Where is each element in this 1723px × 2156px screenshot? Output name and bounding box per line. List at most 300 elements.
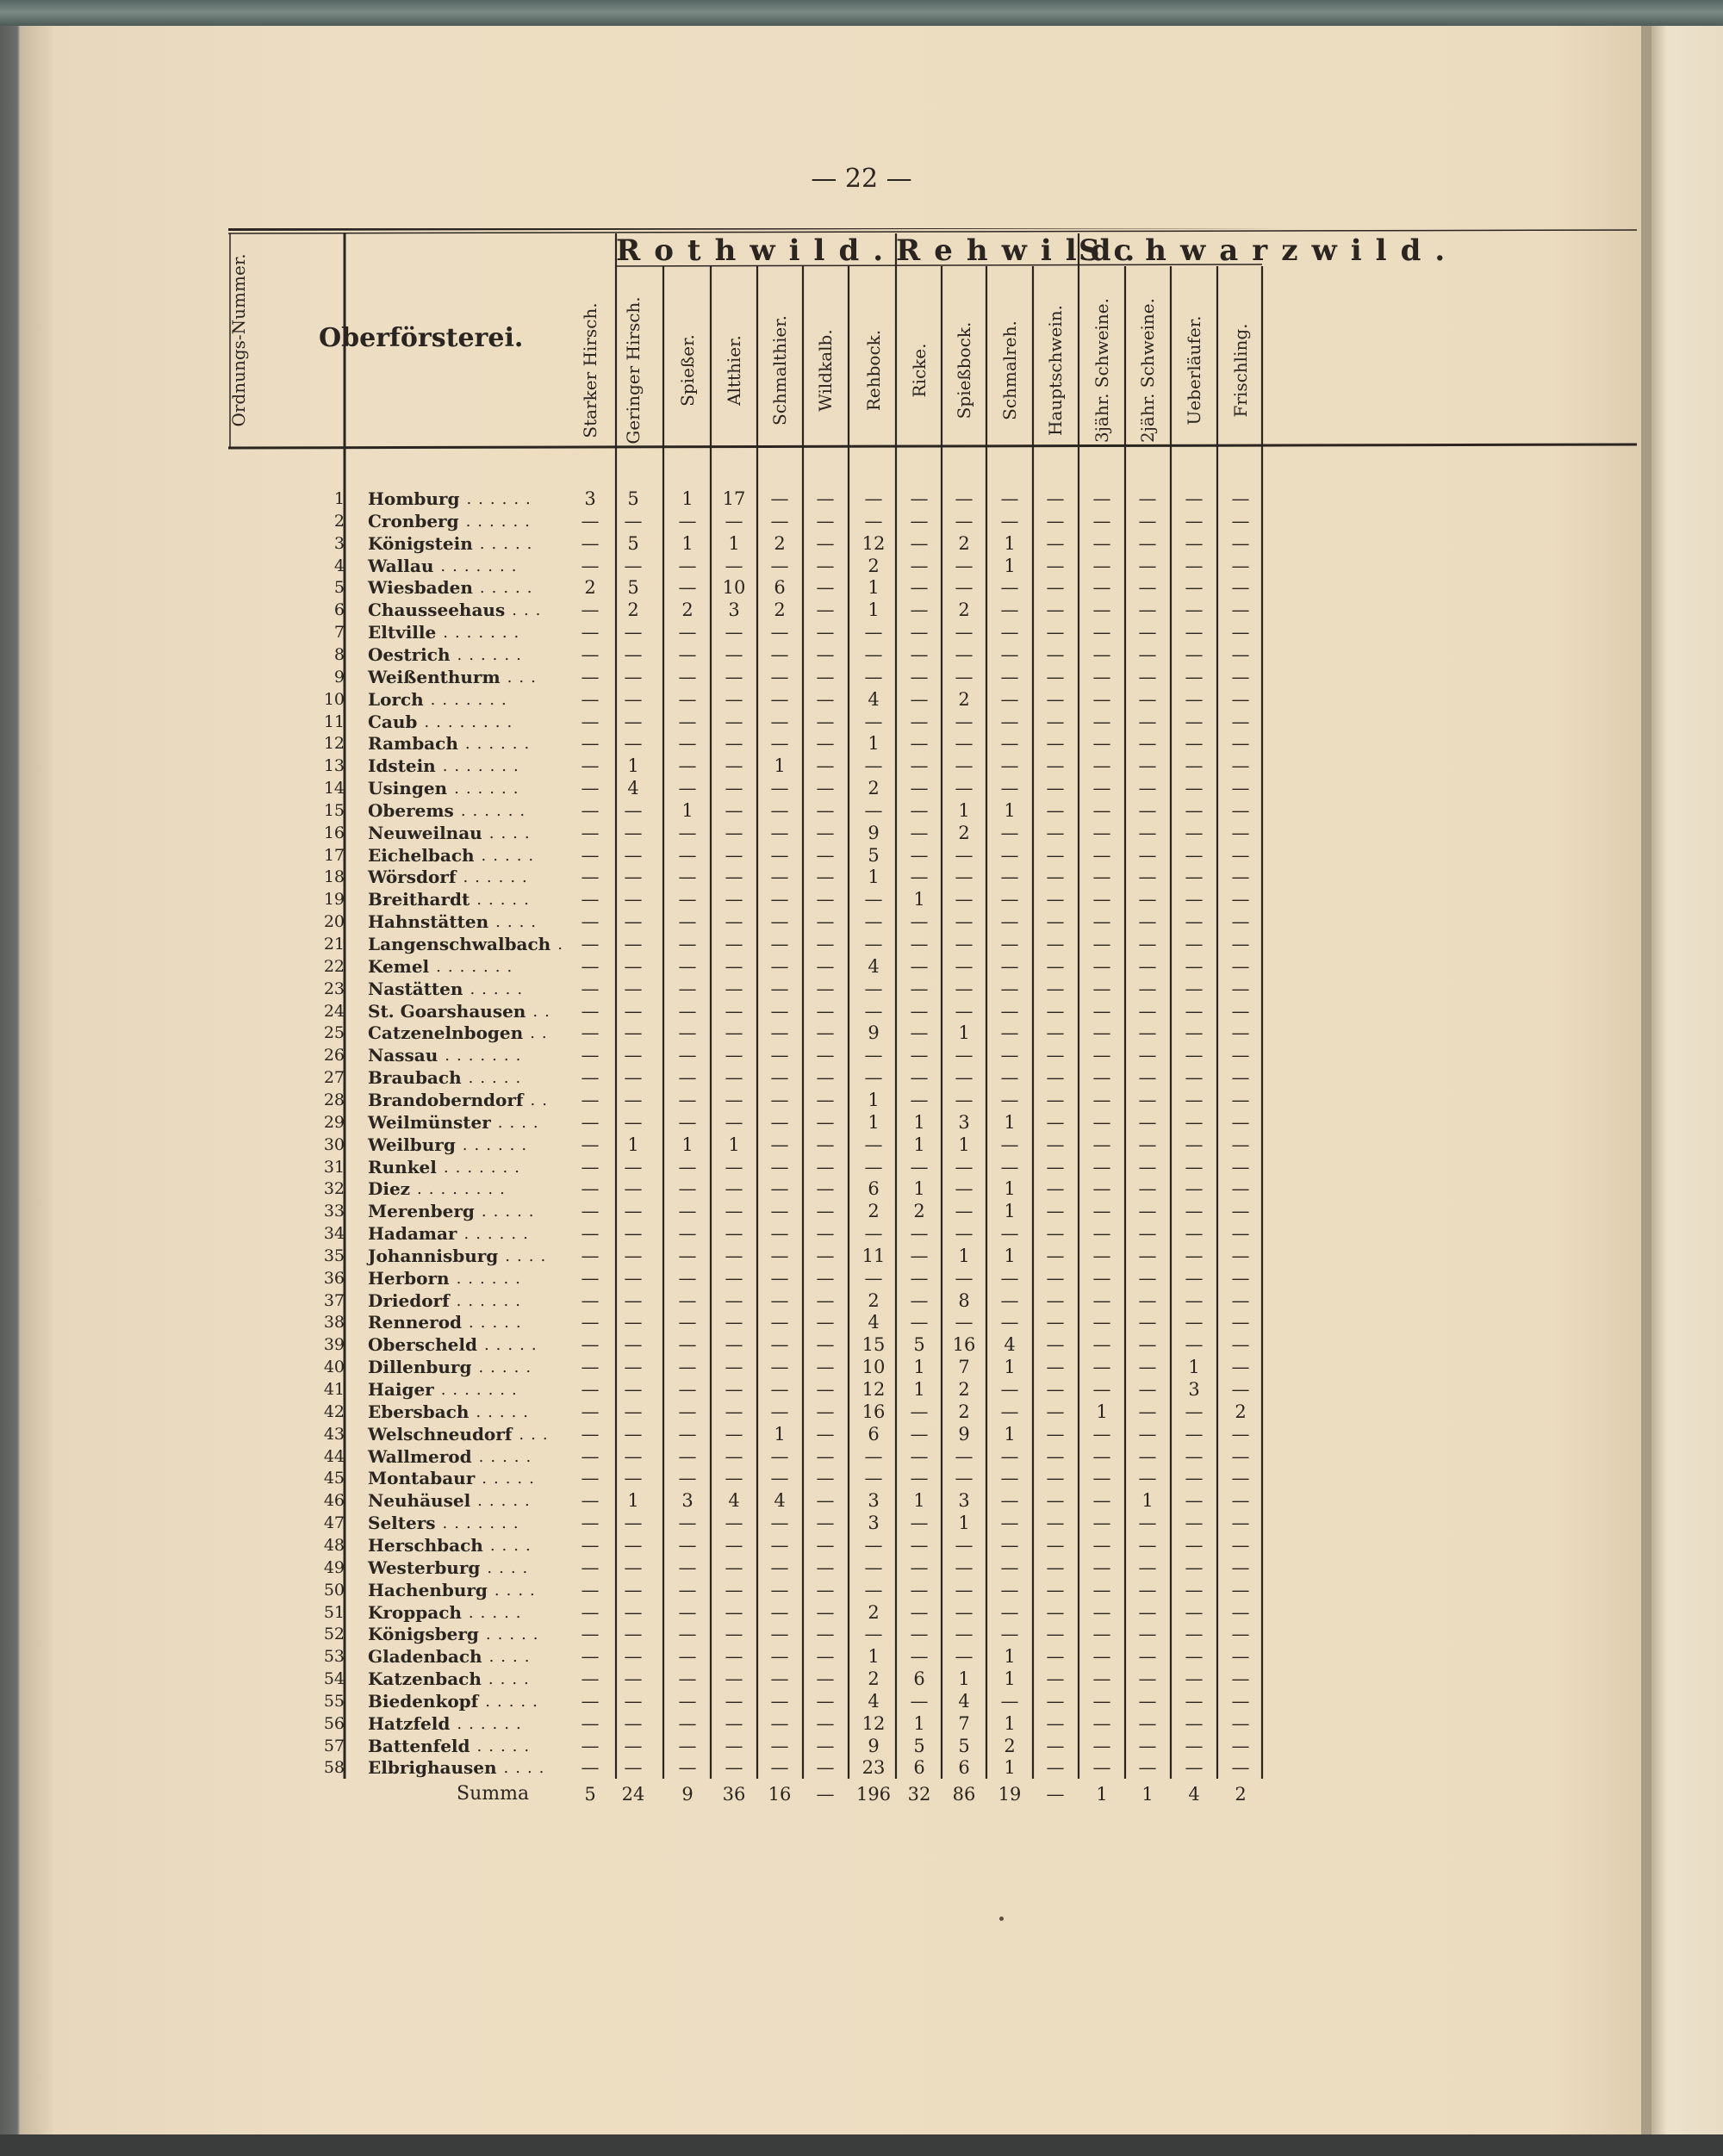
table-cell: — bbox=[725, 711, 743, 732]
table-cell: — bbox=[770, 911, 789, 933]
table-cell: — bbox=[1231, 1601, 1250, 1623]
table-cell: — bbox=[725, 1579, 743, 1600]
table-cell: — bbox=[1185, 1668, 1204, 1690]
table-cell: — bbox=[1000, 1267, 1019, 1289]
table-cell: — bbox=[1231, 1134, 1250, 1155]
table-cell: — bbox=[1231, 1556, 1250, 1578]
table-cell: — bbox=[678, 1579, 697, 1600]
table-cell: — bbox=[816, 1735, 835, 1756]
table-cell: — bbox=[725, 1178, 743, 1200]
table-cell: 4 bbox=[627, 778, 639, 799]
table-cell: — bbox=[816, 1690, 835, 1712]
table-cell: — bbox=[816, 1134, 835, 1155]
table-cell: — bbox=[678, 955, 697, 977]
table-cell: — bbox=[678, 1089, 697, 1110]
table-cell: — bbox=[1138, 1045, 1157, 1066]
table-cell: — bbox=[1046, 1556, 1065, 1578]
table-cell: — bbox=[1138, 488, 1157, 509]
table-cell: — bbox=[624, 1201, 643, 1222]
table-cell: 1 bbox=[681, 488, 694, 509]
table-cell: — bbox=[1138, 1646, 1157, 1668]
row-name: Chausseehaus bbox=[368, 600, 506, 621]
table-cell: — bbox=[678, 1534, 697, 1556]
table-cell: — bbox=[624, 889, 643, 910]
table-cell: — bbox=[1138, 755, 1157, 777]
leader-dots: ..... bbox=[478, 1447, 538, 1466]
table-cell: — bbox=[725, 1646, 743, 1668]
table-cell: — bbox=[1000, 1289, 1019, 1311]
table-cell: — bbox=[955, 555, 973, 576]
table-cell: — bbox=[816, 555, 835, 576]
leader-dots: ..... bbox=[481, 846, 541, 865]
table-cell: — bbox=[1231, 867, 1250, 888]
leader-dots: ...... bbox=[456, 1291, 528, 1310]
table-cell: — bbox=[678, 1712, 697, 1734]
leader-dots: ...... bbox=[465, 512, 537, 531]
table-cell: — bbox=[864, 488, 883, 509]
table-cell: — bbox=[581, 1267, 600, 1289]
table-cell: — bbox=[1231, 911, 1250, 933]
table-cell: — bbox=[910, 555, 929, 576]
row-name: Katzenbach bbox=[368, 1668, 482, 1690]
table-cell: — bbox=[910, 1646, 929, 1668]
table-cell: — bbox=[1092, 1445, 1111, 1467]
table-cell: — bbox=[816, 844, 835, 866]
table-cell: — bbox=[725, 1445, 743, 1467]
table-cell: — bbox=[1185, 622, 1204, 643]
table-cell: — bbox=[1000, 1534, 1019, 1556]
group-title-schwarzwild: Schwarzwild. bbox=[1079, 233, 1459, 268]
table-cell: — bbox=[770, 1111, 789, 1133]
table-cell: — bbox=[1138, 1111, 1157, 1133]
table-cell: — bbox=[1185, 711, 1204, 732]
table-cell: — bbox=[678, 822, 697, 843]
table-cell: — bbox=[1138, 1312, 1157, 1333]
col-header-rehbock: Rehbock. bbox=[863, 329, 884, 412]
table-cell: — bbox=[1046, 1357, 1065, 1378]
summa-cell: 4 bbox=[1188, 1784, 1200, 1805]
table-cell: 1 bbox=[774, 755, 786, 777]
table-cell: — bbox=[624, 978, 643, 999]
row-number: 20 bbox=[323, 912, 345, 932]
table-cell: — bbox=[816, 1045, 835, 1066]
table-cell: — bbox=[678, 1022, 697, 1044]
table-cell: — bbox=[1185, 755, 1204, 777]
table-cell: — bbox=[1185, 555, 1204, 576]
table-cell: — bbox=[816, 1579, 835, 1600]
table-cell: — bbox=[725, 1223, 743, 1245]
table-cell: — bbox=[725, 1089, 743, 1110]
table-cell: 1 bbox=[1004, 1178, 1016, 1200]
table-cell: 1 bbox=[1004, 1201, 1016, 1222]
table-cell: — bbox=[1000, 778, 1019, 799]
row-number: 18 bbox=[323, 867, 345, 887]
table-cell: — bbox=[581, 1401, 600, 1422]
table-cell: — bbox=[581, 1067, 600, 1089]
table-cell: 5 bbox=[868, 844, 880, 866]
table-cell: — bbox=[770, 1267, 789, 1289]
table-cell: — bbox=[581, 1134, 600, 1155]
leader-dots: ....... bbox=[442, 1514, 526, 1533]
table-cell: — bbox=[1092, 1178, 1111, 1200]
col-header-spiessbock: Spießbock. bbox=[954, 321, 974, 419]
table-cell: — bbox=[1185, 666, 1204, 687]
table-cell: — bbox=[1092, 1757, 1111, 1779]
row-name: Nassau bbox=[368, 1045, 439, 1066]
table-cell: — bbox=[816, 1223, 835, 1245]
table-cell: — bbox=[1092, 555, 1111, 576]
table-cell: — bbox=[581, 1000, 600, 1022]
table-cell: — bbox=[910, 911, 929, 933]
table-cell: — bbox=[678, 688, 697, 710]
table-cell: — bbox=[581, 1712, 600, 1734]
table-cell: — bbox=[1000, 955, 1019, 977]
table-cell: — bbox=[725, 955, 743, 977]
table-cell: — bbox=[816, 577, 835, 599]
table-cell: — bbox=[864, 978, 883, 999]
leader-dots: ..... bbox=[479, 579, 539, 598]
row-number: 34 bbox=[323, 1224, 345, 1244]
table-cell: — bbox=[1185, 733, 1204, 755]
table-cell: — bbox=[910, 844, 929, 866]
col-header-schmalthier: Schmalthier. bbox=[769, 315, 790, 426]
table-cell: — bbox=[1046, 1601, 1065, 1623]
table-cell: — bbox=[1185, 934, 1204, 954]
table-cell: — bbox=[725, 688, 743, 710]
row-name: Welschneudorf bbox=[368, 1423, 513, 1445]
table-cell: — bbox=[725, 1156, 743, 1177]
table-cell: — bbox=[816, 1022, 835, 1044]
table-cell: — bbox=[1046, 844, 1065, 866]
table-cell: — bbox=[1046, 1156, 1065, 1177]
table-cell: — bbox=[864, 1534, 883, 1556]
leader-dots: ....... bbox=[442, 757, 526, 776]
table-cell: — bbox=[678, 1757, 697, 1779]
table-cell: — bbox=[1185, 1445, 1204, 1467]
table-cell: — bbox=[910, 1245, 929, 1266]
table-cell: — bbox=[1185, 799, 1204, 821]
table-cell: — bbox=[1092, 1579, 1111, 1600]
table-cell: — bbox=[955, 778, 973, 799]
table-cell: — bbox=[1185, 688, 1204, 710]
table-cell: — bbox=[816, 1624, 835, 1645]
table-cell: — bbox=[770, 1357, 789, 1378]
table-cell: — bbox=[1138, 1134, 1157, 1155]
row-name: Oberems bbox=[368, 799, 454, 821]
table-cell: — bbox=[1046, 733, 1065, 755]
table-cell: — bbox=[624, 1624, 643, 1645]
leader-dots: ...... bbox=[460, 801, 532, 820]
table-cell: 2 bbox=[1004, 1735, 1016, 1756]
table-cell: — bbox=[1000, 1468, 1019, 1489]
leader-dots: ... bbox=[519, 1425, 555, 1444]
table-cell: — bbox=[581, 1334, 600, 1356]
table-cell: — bbox=[1092, 1712, 1111, 1734]
row-number: 58 bbox=[323, 1758, 345, 1778]
row-number: 47 bbox=[323, 1513, 345, 1533]
table-cell: — bbox=[1231, 955, 1250, 977]
table-cell: — bbox=[624, 1334, 643, 1356]
table-cell: — bbox=[1138, 1712, 1157, 1734]
table-cell: — bbox=[816, 510, 835, 531]
table-cell: — bbox=[581, 1022, 600, 1044]
table-cell: — bbox=[816, 1490, 835, 1512]
table-cell: — bbox=[624, 1556, 643, 1578]
table-cell: — bbox=[678, 1000, 697, 1022]
table-cell: — bbox=[910, 1022, 929, 1044]
leader-dots: ...... bbox=[454, 780, 526, 798]
table-cell: — bbox=[955, 978, 973, 999]
table-cell: — bbox=[1000, 688, 1019, 710]
table-cell: — bbox=[1185, 1111, 1204, 1133]
table-cell: 1 bbox=[627, 1134, 639, 1155]
table-cell: — bbox=[678, 844, 697, 866]
row-name: Dillenburg bbox=[368, 1357, 472, 1378]
table-cell: — bbox=[678, 1067, 697, 1089]
table-cell: — bbox=[1046, 1712, 1065, 1734]
table-cell: 6 bbox=[913, 1757, 925, 1779]
table-cell: — bbox=[1231, 1045, 1250, 1066]
table-cell: — bbox=[581, 1089, 600, 1110]
table-cell: — bbox=[1231, 733, 1250, 755]
table-cell: — bbox=[910, 1579, 929, 1600]
table-cell: 1 bbox=[1004, 555, 1016, 576]
table-cell: — bbox=[1231, 488, 1250, 509]
row-name: Herborn bbox=[368, 1267, 450, 1289]
table-cell: — bbox=[725, 1556, 743, 1578]
table-cell: — bbox=[1092, 688, 1111, 710]
table-cell: — bbox=[678, 1111, 697, 1133]
table-cell: 2 bbox=[958, 1401, 970, 1422]
table-cell: — bbox=[1231, 1267, 1250, 1289]
table-cell: — bbox=[725, 1712, 743, 1734]
table-cell: 3 bbox=[1188, 1379, 1200, 1400]
table-cell: — bbox=[1092, 1089, 1111, 1110]
table-cell: 3 bbox=[681, 1490, 694, 1512]
table-cell: 1 bbox=[681, 1134, 694, 1155]
table-cell: 1 bbox=[627, 1490, 639, 1512]
table-cell: — bbox=[1231, 1423, 1250, 1445]
table-cell: — bbox=[1046, 1267, 1065, 1289]
row-name: Rennerod bbox=[368, 1312, 463, 1333]
table-cell: — bbox=[1046, 1089, 1065, 1110]
summa-cell: — bbox=[1046, 1784, 1065, 1805]
table-cell: — bbox=[581, 1312, 600, 1333]
table-cell: — bbox=[1138, 1334, 1157, 1356]
table-cell: 6 bbox=[868, 1423, 880, 1445]
table-cell: — bbox=[1092, 1045, 1111, 1066]
table-cell: — bbox=[1046, 1223, 1065, 1245]
table-cell: — bbox=[770, 1089, 789, 1110]
table-cell: — bbox=[1092, 1134, 1111, 1155]
table-cell: — bbox=[910, 1513, 929, 1534]
table-cell: — bbox=[1231, 1445, 1250, 1467]
table-cell: — bbox=[1185, 1067, 1204, 1089]
table-cell: — bbox=[1046, 555, 1065, 576]
table-cell: — bbox=[770, 1245, 789, 1266]
table-cell: 1 bbox=[1004, 799, 1016, 821]
row-name: Eichelbach bbox=[368, 844, 475, 866]
row-name: Kroppach bbox=[368, 1601, 462, 1623]
table-cell: — bbox=[770, 488, 789, 509]
table-cell: — bbox=[816, 911, 835, 933]
table-cell: — bbox=[1046, 1690, 1065, 1712]
table-cell: — bbox=[955, 1267, 973, 1289]
table-cell: — bbox=[624, 1757, 643, 1779]
table-cell: — bbox=[624, 1357, 643, 1378]
table-cell: — bbox=[1138, 799, 1157, 821]
table-cell: — bbox=[1092, 1490, 1111, 1512]
table-cell: — bbox=[725, 1045, 743, 1066]
table-cell: — bbox=[864, 1445, 883, 1467]
table-cell: — bbox=[1231, 1156, 1250, 1177]
table-cell: — bbox=[816, 1379, 835, 1400]
table-cell: — bbox=[816, 1513, 835, 1534]
table-cell: — bbox=[910, 1445, 929, 1467]
table-cell: 1 bbox=[868, 867, 880, 888]
row-number: 12 bbox=[323, 734, 345, 754]
table-cell: — bbox=[770, 1223, 789, 1245]
summa-cell: 24 bbox=[621, 1784, 645, 1805]
table-cell: 1 bbox=[1004, 532, 1016, 554]
table-cell: — bbox=[1185, 1757, 1204, 1779]
table-cell: 1 bbox=[868, 600, 880, 621]
table-cell: — bbox=[1185, 1178, 1204, 1200]
table-cell: — bbox=[770, 1334, 789, 1356]
table-cell: — bbox=[1185, 1735, 1204, 1756]
table-cell: — bbox=[770, 867, 789, 888]
leader-dots: ..... bbox=[469, 1314, 528, 1333]
table-cell: — bbox=[1185, 955, 1204, 977]
table-cell: — bbox=[955, 577, 973, 599]
table-cell: — bbox=[581, 1379, 600, 1400]
table-cell: 3 bbox=[958, 1111, 970, 1133]
table-cell: — bbox=[910, 867, 929, 888]
row-number: 53 bbox=[323, 1647, 345, 1667]
table-cell: — bbox=[770, 778, 789, 799]
summa-cell: 32 bbox=[907, 1784, 931, 1805]
row-number: 10 bbox=[323, 689, 345, 709]
table-cell: — bbox=[1138, 1468, 1157, 1489]
row-number: 4 bbox=[333, 556, 345, 575]
table-cell: — bbox=[1231, 1245, 1250, 1266]
table-cell: 9 bbox=[958, 1423, 970, 1445]
leader-dots: .. bbox=[532, 1002, 557, 1021]
table-cell: — bbox=[1185, 1423, 1204, 1445]
table-cell: — bbox=[581, 1245, 600, 1266]
table-cell: 6 bbox=[913, 1668, 925, 1690]
table-cell: — bbox=[816, 955, 835, 977]
table-cell: — bbox=[770, 1579, 789, 1600]
row-number: 21 bbox=[323, 935, 345, 954]
table-cell: — bbox=[678, 1289, 697, 1311]
table-cell: 2 bbox=[868, 1601, 880, 1623]
table-cell: — bbox=[770, 711, 789, 732]
table-cell: — bbox=[1231, 643, 1250, 665]
col-header-wildkalb: Wildkalb. bbox=[815, 329, 836, 412]
table-cell: — bbox=[770, 934, 789, 954]
table-cell: — bbox=[1092, 1379, 1111, 1400]
table-cell: 1 bbox=[958, 1513, 970, 1534]
table-cell: — bbox=[1231, 1289, 1250, 1311]
table-cell: — bbox=[1046, 955, 1065, 977]
table-cell: — bbox=[864, 510, 883, 531]
table-cell: 2 bbox=[627, 600, 639, 621]
row-number: 29 bbox=[323, 1112, 345, 1132]
table-cell: — bbox=[1046, 1468, 1065, 1489]
table-cell: — bbox=[910, 532, 929, 554]
table-cell: — bbox=[910, 978, 929, 999]
row-name: Braubach bbox=[368, 1067, 462, 1089]
table-cell: — bbox=[770, 955, 789, 977]
table-cell: — bbox=[955, 755, 973, 777]
table-cell: — bbox=[864, 911, 883, 933]
table-cell: 10 bbox=[722, 577, 746, 599]
table-cell: — bbox=[581, 1468, 600, 1489]
table-cell: — bbox=[725, 911, 743, 933]
table-cell: — bbox=[624, 1513, 643, 1534]
table-cell: — bbox=[678, 733, 697, 755]
leader-dots: ..... bbox=[470, 979, 530, 998]
table-cell: — bbox=[910, 1556, 929, 1578]
table-cell: — bbox=[1185, 532, 1204, 554]
table-cell: — bbox=[581, 778, 600, 799]
table-cell: 2 bbox=[868, 1201, 880, 1222]
table-cell: — bbox=[678, 1624, 697, 1645]
row-name: Wörsdorf bbox=[368, 867, 457, 888]
table-cell: — bbox=[581, 799, 600, 821]
table-cell: — bbox=[1046, 688, 1065, 710]
table-cell: — bbox=[1092, 822, 1111, 843]
table-cell: — bbox=[1138, 1445, 1157, 1467]
leader-dots: ..... bbox=[479, 534, 539, 553]
table-cell: — bbox=[581, 1579, 600, 1600]
table-cell: — bbox=[1138, 1201, 1157, 1222]
table-cell: — bbox=[770, 1045, 789, 1066]
table-cell: 9 bbox=[868, 822, 880, 843]
table-cell: — bbox=[1046, 1490, 1065, 1512]
table-cell: — bbox=[1046, 1289, 1065, 1311]
table-cell: — bbox=[1231, 1178, 1250, 1200]
table-cell: — bbox=[1046, 1334, 1065, 1356]
table-cell: — bbox=[1185, 978, 1204, 999]
table-cell: 4 bbox=[868, 1312, 880, 1333]
table-cell: — bbox=[1138, 911, 1157, 933]
table-cell: — bbox=[955, 867, 973, 888]
row-name: Weißenthurm bbox=[368, 666, 501, 687]
table-cell: 7 bbox=[958, 1712, 970, 1734]
table-cell: — bbox=[770, 1022, 789, 1044]
table-cell: — bbox=[816, 1178, 835, 1200]
row-number: 6 bbox=[333, 600, 345, 620]
table-cell: — bbox=[725, 733, 743, 755]
table-cell: — bbox=[1185, 1624, 1204, 1645]
table-cell: — bbox=[678, 1178, 697, 1200]
table-cell: — bbox=[816, 867, 835, 888]
leader-dots: ........ bbox=[417, 1180, 512, 1199]
leader-dots: ...... bbox=[456, 1269, 527, 1288]
table-cell: — bbox=[581, 532, 600, 554]
row-number: 31 bbox=[323, 1157, 345, 1177]
table-cell: — bbox=[1138, 844, 1157, 866]
table-cell: — bbox=[1138, 1245, 1157, 1266]
table-cell: — bbox=[725, 666, 743, 687]
table-cell: — bbox=[725, 1000, 743, 1022]
row-name: Oberscheld bbox=[368, 1334, 477, 1356]
row-name: Hatzfeld bbox=[368, 1712, 451, 1734]
row-number: 37 bbox=[323, 1290, 345, 1310]
leader-dots: ....... bbox=[440, 1381, 524, 1399]
